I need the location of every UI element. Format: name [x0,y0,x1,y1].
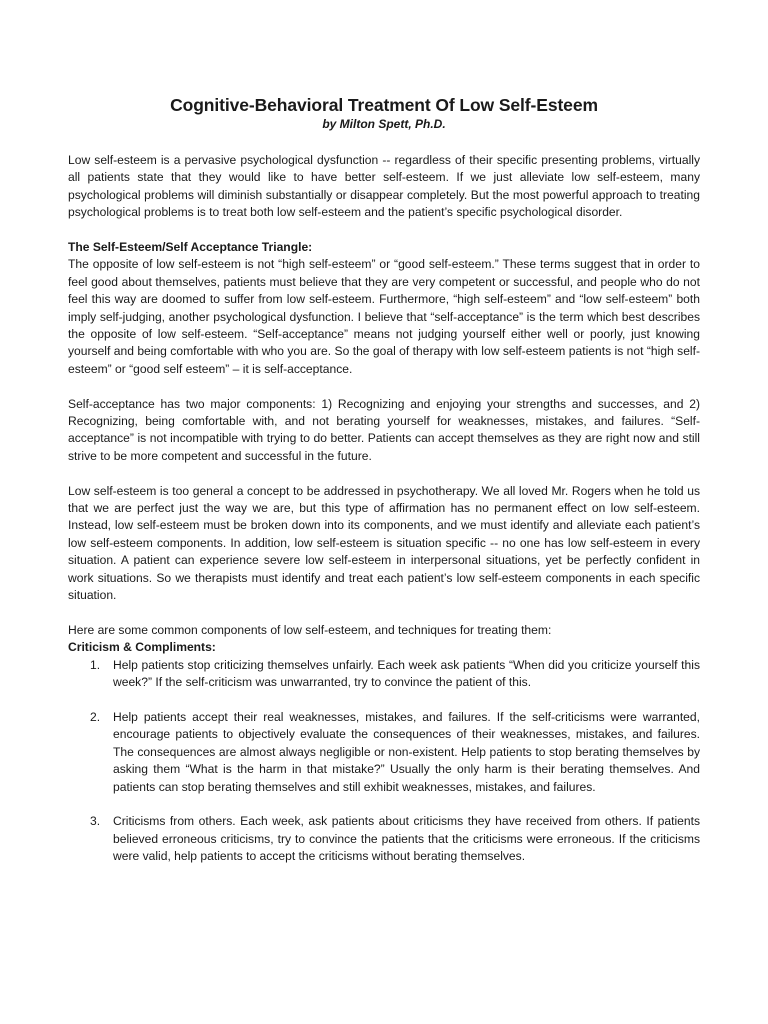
criticism-list [68,657,700,866]
list-item [68,813,700,865]
document-author: by Milton Spett, Ph.D. [322,117,446,131]
list-item-number: 2. [90,709,101,724]
list-item [68,657,700,692]
list-item [68,709,700,796]
components-intro: Here are some common components of low self-esteem, and techniques for treating them: [68,622,552,637]
section-heading-criticism: Criticism & Compliments: [68,640,216,655]
list-item-text: Help patients stop criticizing themselves unfairly. Each week ask patients “When did you criticize yourself this week?” If the self-criticism was unwarranted, try to convince the patient of this. [113,657,700,690]
list-item-number: 3. [90,814,101,829]
intro-paragraph: Low self-esteem is a pervasive psychological dysfunction -- regardless of their specific presenting problems, virtually all patients state that they would like to have better self-esteem. If we just alleviate low self-esteem, many psychological problems will diminish substantially or disappear completely. But the most powerful approach to treating psychological problems is to treat both low self-esteem and the patient’s specific psychological disorder. [68,153,700,220]
triangle-paragraph-3: Low self-esteem is too general a concept to be addressed in psychotherapy. We all loved Mr. Rogers when he told us that we are perfect just the way we are, but this type of affirmation has no permanent effect on low self-esteem. Instead, low self-esteem must be broken down into its components, and we must identify and alleviate each patient’s low self-esteem components. In addition, low self-esteem is situation specific -- no one has low self-esteem in every situation. A patient can experience severe low self-esteem in interpersonal situations, yet be perfectly confident in work situations. So we therapists must identify and treat each patient’s low self-esteem components in each specific situation. [68,483,700,603]
list-item-text: Criticisms from others. Each week, ask patients about criticisms they have received from others. If patients believed erroneous criticisms, try to convince the patients that the criticisms were erroneous. If the criticisms were valid, help patients to accept the criticisms without berating themselves. [113,814,700,864]
document-title: Cognitive-Behavioral Treatment Of Low Self-Esteem [170,95,598,115]
triangle-paragraph-2: Self-acceptance has two major components: 1) Recognizing and enjoying your strengths and successes, and 2) Recognizing, being comfortable with, and not berating yourself for weaknesses, mistakes, and failures. “Self-acceptance” is not incompatible with trying to do better. Patients can accept themselves as they are right now and still strive to be more competent and successful in the future. [68,396,700,463]
triangle-paragraph-1: The opposite of low self-esteem is not “high self-esteem” or “good self-esteem.” These terms suggest that in order to feel good about themselves, patients must believe that they are very competent or successful, and people who do not feel this way are doomed to suffer from low self-esteem. Furthermore, “high self-esteem” and “low self-esteem” both imply self-judging, another psychological dysfunction. I believe that “self-acceptance” is the term which best describes the opposite of low self-esteem. “Self-acceptance” means not judging yourself either well or poorly, just knowing yourself and being comfortable with who you are. So the goal of therapy with low self-esteem patients is not “high self-esteem” or “good self esteem” – it is self-acceptance. [68,257,700,376]
list-item-number: 1. [90,657,101,672]
list-item-text: Help patients accept their real weaknesses, mistakes, and failures. If the self-criticisms were warranted, encourage patients to objectively evaluate the consequences of their weaknesses, mistakes, and failures. The consequences are almost always negligible or non-existent. Help patients to stop berating themselves by asking them “What is the harm in that mistake?” Usually the only harm is their berating themselves. And patients can stop berating themselves and still exhibit weaknesses, mistakes, and failures. [113,709,700,794]
document-page [68,94,700,866]
section-heading-triangle: The Self-Esteem/Self Acceptance Triangle: [68,240,313,255]
